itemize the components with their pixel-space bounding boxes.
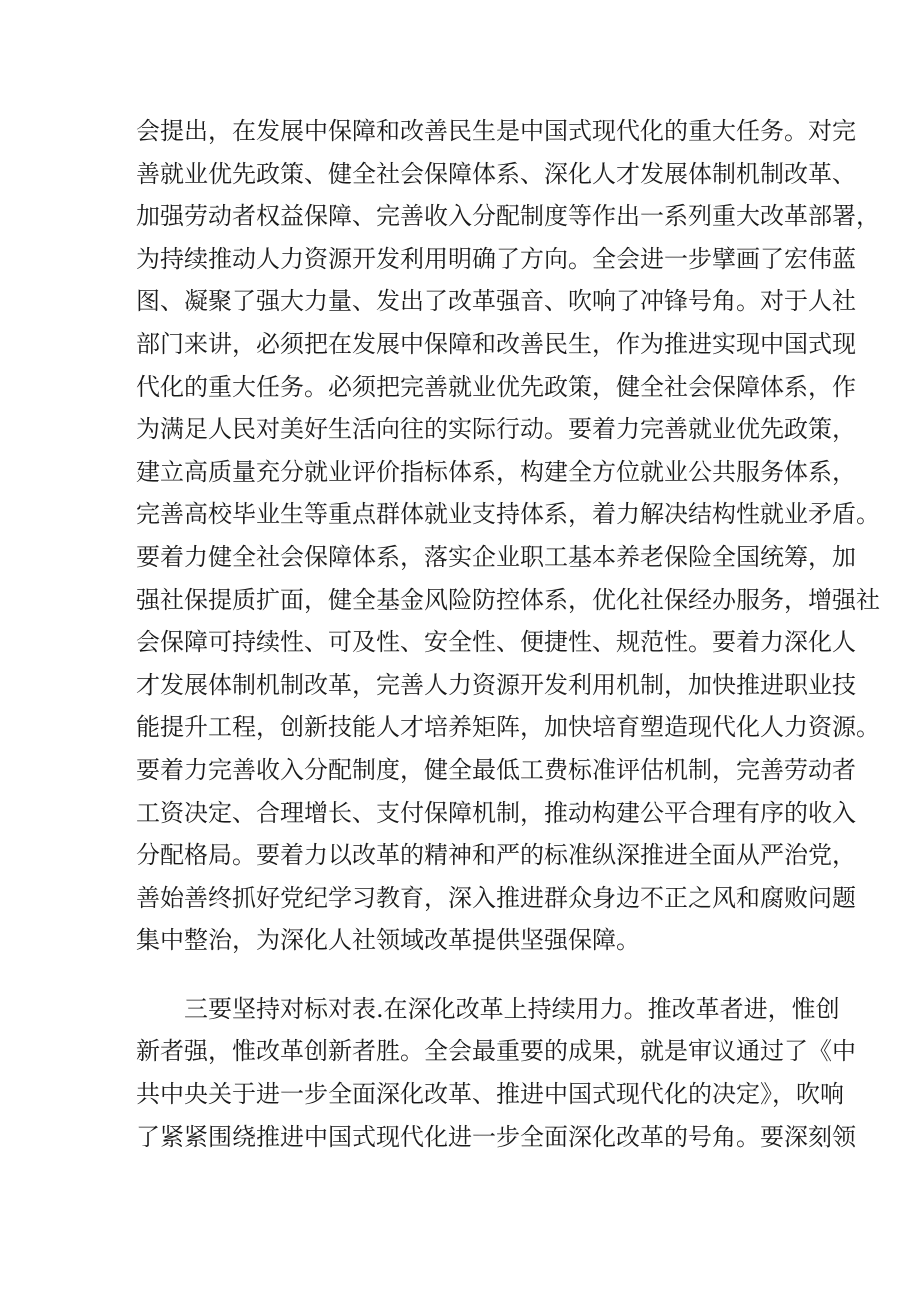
text-line: 为满足人民对美好生活向往的实际行动。要着力完善就业优先政策，	[136, 415, 856, 444]
text-line: 会提出，在发展中保障和改善民生是中国式现代化的重大任务。对完	[136, 117, 856, 145]
paragraph-2	[136, 988, 856, 1158]
text-line: 工资决定、合理增长、支付保障机制，推动构建公平合理有序的收入	[136, 798, 856, 827]
text-line: 才发展体制机制改革，完善人力资源开发利用机制，加快推进职业技	[136, 670, 856, 699]
text-line: 集中整治，为深化人社领域改革提供坚强保障。	[136, 926, 640, 955]
paragraph-1	[136, 110, 880, 962]
text-line: 能提升工程，创新技能人才培养矩阵，加快培育塑造现代化人力资源。	[136, 713, 880, 742]
text-line: 加强劳动者权益保障、完善收入分配制度等作出一系列重大改革部署，	[136, 202, 880, 231]
text-line: 要着力健全社会保障体系，落实企业职工基本养老保险全国统筹，加	[136, 542, 856, 571]
text-line: 部门来讲，必须把在发展中保障和改善民生，作为推进实现中国式现	[136, 329, 856, 358]
text-line: 图、凝聚了强大力量、发出了改革强音、吹响了冲锋号角。对于人社	[136, 287, 856, 316]
text-line: 完善高校毕业生等重点群体就业支持体系，着力解决结构性就业矛盾。	[136, 500, 880, 529]
text-line: 共中央关于进一步全面深化改革、推进中国式现代化的决定》，吹响	[136, 1080, 844, 1109]
text-line: 善始善终抓好党纪学习教育，深入推进群众身边不正之风和腐败问题	[136, 883, 856, 912]
text-line: 为持续推动人力资源开发利用明确了方向。全会进一步擘画了宏伟蓝	[136, 244, 856, 273]
text-line: 要着力完善收入分配制度，健全最低工费标准评估机制，完善劳动者	[136, 755, 856, 784]
text-line: 新者强，惟改革创新者胜。全会最重要的成果，就是审议通过了《中	[136, 1037, 856, 1066]
text-line: 了紧紧围绕推进中国式现代化进一步全面深化改革的号角。要深刻领	[136, 1122, 856, 1151]
text-line: 代化的重大任务。必须把完善就业优先政策，健全社会保障体系，作	[136, 372, 856, 401]
paragraph-gap	[136, 962, 788, 988]
document-body	[136, 110, 880, 1158]
text-line: 建立高质量充分就业评价指标体系，构建全方位就业公共服务体系，	[136, 457, 856, 486]
text-line: 分配格局。要着力以改革的精神和严的标准纵深推进全面从严治党，	[136, 841, 856, 870]
text-line: 三要坚持对标对表.在深化改革上持续用力。推改革者进，惟创	[184, 994, 840, 1023]
text-line: 善就业优先政策、健全社会保障体系、深化人才发展体制机制改革、	[136, 159, 856, 188]
text-line: 强社保提质扩面，健全基金风险防控体系，优化社保经办服务，增强社	[136, 585, 880, 614]
text-line: 会保障可持续性、可及性、安全性、便捷性、规范性。要着力深化人	[136, 628, 856, 657]
